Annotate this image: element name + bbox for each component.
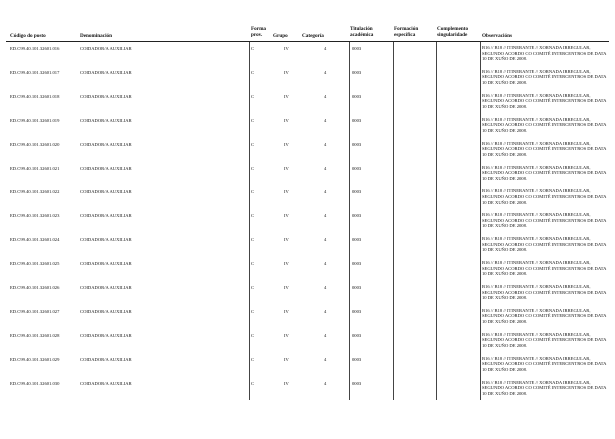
cell-denominacion: COIDADOR/A AUXILIAR — [80, 332, 132, 338]
cell-forma-prov: C — [251, 165, 255, 171]
cell-codigo: ED.C99.40.101.32601.021 — [10, 165, 60, 171]
table-row — [0, 211, 615, 235]
cell-titulacion: 0003 — [352, 285, 362, 290]
header-denominacion: Denominación — [80, 33, 112, 39]
header-observacions: Observacións — [482, 33, 512, 39]
table-row — [0, 44, 615, 68]
table-row — [0, 379, 615, 403]
cell-codigo: ED.C99.40.101.32601.017 — [10, 69, 60, 75]
cell-forma-prov: C — [251, 356, 255, 362]
cell-titulacion: 0003 — [352, 356, 362, 362]
cell-titulacion: 0003 — [352, 261, 362, 267]
cell-titulacion: 0003 — [352, 117, 362, 123]
cell-forma-prov: C — [251, 69, 255, 75]
cell-denominacion: COIDADOR/A AUXILIAR — [80, 380, 132, 386]
cell-observacions: B16 // B18 // ITINERANTE // XORNADA IRREGULAR, SEGUNDO ACORDO CO COMITÉ INTERCENTROS DE DATA 10 DE XUÑO DE 2008. — [482, 355, 607, 372]
cell-titulacion: 0003 — [352, 332, 362, 338]
cell-categoria: 4 — [324, 93, 327, 99]
table-row — [0, 187, 615, 211]
cell-denominacion: COIDADOR/A AUXILIAR — [80, 165, 132, 171]
cell-categoria: 4 — [324, 285, 327, 290]
table-row — [0, 164, 615, 188]
cell-observacions: B16 // B18 // ITINERANTE // XORNADA IRREGULAR, SEGUNDO ACORDO CO COMITÉ INTERCENTROS DE DATA 10 DE XUÑO DE 2008. — [482, 260, 607, 277]
cell-codigo: ED.C99.40.101.32601.016 — [10, 46, 60, 51]
cell-codigo: ED.C99.40.101.32601.026 — [10, 285, 60, 290]
cell-categoria: 4 — [324, 189, 327, 195]
cell-forma-prov: C — [251, 189, 255, 195]
cell-forma-prov: C — [251, 285, 255, 290]
cell-forma-prov: C — [251, 213, 255, 219]
cell-codigo: ED.C99.40.101.32601.023 — [10, 213, 60, 219]
cell-denominacion: COIDADOR/A AUXILIAR — [80, 308, 132, 314]
cell-categoria: 4 — [324, 117, 327, 123]
table-row — [0, 92, 615, 116]
cell-observacions: B16 // B18 // ITINERANTE // XORNADA IRREGULAR, SEGUNDO ACORDO CO COMITÉ INTERCENTROS DE DATA 10 DE XUÑO DE 2008. — [482, 164, 607, 181]
cell-forma-prov: C — [251, 332, 255, 338]
cell-forma-prov: C — [251, 237, 255, 243]
cell-forma-prov: C — [251, 141, 255, 147]
table-row — [0, 355, 615, 379]
table-row — [0, 116, 615, 140]
cell-titulacion: 0003 — [352, 141, 362, 147]
cell-forma-prov: C — [251, 261, 255, 267]
cell-titulacion: 0003 — [352, 93, 362, 99]
cell-denominacion: COIDADOR/A AUXILIAR — [80, 285, 132, 290]
cell-codigo: ED.C99.40.101.32601.028 — [10, 332, 60, 338]
cell-titulacion: 0003 — [352, 213, 362, 219]
cell-codigo: ED.C99.40.101.32601.018 — [10, 93, 60, 99]
cell-observacions: B16 // B18 // ITINERANTE // XORNADA IRREGULAR, SEGUNDO ACORDO CO COMITÉ INTERCENTROS DE DATA 10 DE XUÑO DE 2008. — [482, 45, 607, 62]
cell-grupo: IV — [284, 189, 289, 195]
cell-categoria: 4 — [324, 237, 327, 243]
cell-observacions: B16 // B18 // ITINERANTE // XORNADA IRREGULAR, SEGUNDO ACORDO CO COMITÉ INTERCENTROS DE DATA 10 DE XUÑO DE 2008. — [482, 68, 607, 86]
cell-grupo: IV — [284, 93, 289, 99]
cell-forma-prov: C — [251, 308, 255, 314]
cell-categoria: 4 — [324, 141, 327, 147]
cell-forma-prov: C — [251, 93, 255, 99]
cell-titulacion: 0003 — [352, 308, 362, 314]
cell-denominacion: COIDADOR/A AUXILIAR — [80, 46, 132, 51]
cell-denominacion: COIDADOR/A AUXILIAR — [80, 213, 132, 219]
cell-categoria: 4 — [324, 165, 327, 171]
cell-codigo: ED.C99.40.101.32601.022 — [10, 189, 60, 195]
cell-grupo: IV — [284, 165, 289, 171]
cell-observacions: B16 // B18 // ITINERANTE // XORNADA IRREGULAR, SEGUNDO ACORDO CO COMITÉ INTERCENTROS DE DATA 10 DE XUÑO DE 2008. — [482, 379, 607, 396]
cell-categoria: 4 — [324, 69, 327, 75]
table-row — [0, 283, 615, 307]
cell-grupo: IV — [284, 46, 289, 51]
cell-observacions: B16 // B18 // ITINERANTE // XORNADA IRREGULAR, SEGUNDO ACORDO CO COMITÉ INTERCENTROS DE DATA 10 DE XUÑO DE 2008. — [482, 307, 607, 325]
cell-observacions: B16 // B18 // ITINERANTE // XORNADA IRREGULAR, SEGUNDO ACORDO CO COMITÉ INTERCENTROS DE DATA 10 DE XUÑO DE 2008. — [482, 116, 607, 133]
cell-codigo: ED.C99.40.101.32601.027 — [10, 308, 60, 314]
cell-codigo: ED.C99.40.101.32601.024 — [10, 237, 60, 243]
cell-forma-prov: C — [251, 380, 255, 386]
cell-titulacion: 0003 — [352, 165, 362, 171]
cell-codigo: ED.C99.40.101.32601.030 — [10, 380, 60, 386]
cell-denominacion: COIDADOR/A AUXILIAR — [80, 237, 132, 243]
cell-grupo: IV — [284, 356, 289, 362]
cell-categoria: 4 — [324, 213, 327, 219]
cell-categoria: 4 — [324, 46, 327, 51]
cell-denominacion: COIDADOR/A AUXILIAR — [80, 141, 132, 147]
table-row — [0, 68, 615, 92]
header-grupo: Grupo — [273, 33, 288, 39]
cell-categoria: 4 — [324, 308, 327, 314]
table-row — [0, 259, 615, 283]
cell-titulacion: 0003 — [352, 237, 362, 243]
header-divider — [6, 41, 609, 42]
cell-grupo: IV — [284, 380, 289, 386]
cell-grupo: IV — [284, 213, 289, 219]
cell-observacions: B16 // B18 // ITINERANTE // XORNADA IRREGULAR, SEGUNDO ACORDO CO COMITÉ INTERCENTROS DE DATA 10 DE XUÑO DE 2008. — [482, 92, 607, 109]
cell-denominacion: COIDADOR/A AUXILIAR — [80, 93, 132, 99]
cell-observacions: B16 // B18 // ITINERANTE // XORNADA IRREGULAR, SEGUNDO ACORDO CO COMITÉ INTERCENTROS DE DATA 10 DE XUÑO DE 2008. — [482, 331, 607, 348]
cell-observacions: B16 // B18 // ITINERANTE // XORNADA IRREGULAR, SEGUNDO ACORDO CO COMITÉ INTERCENTROS DE DATA 10 DE XUÑO DE 2008. — [482, 140, 607, 157]
cell-denominacion: COIDADOR/A AUXILIAR — [80, 189, 132, 195]
table-row — [0, 235, 615, 259]
table-row — [0, 307, 615, 331]
table-row — [0, 140, 615, 164]
table-row — [0, 331, 615, 355]
cell-observacions: B16 // B18 // ITINERANTE // XORNADA IRREGULAR, SEGUNDO ACORDO CO COMITÉ INTERCENTROS DE DATA 10 DE XUÑO DE 2008. — [482, 284, 607, 301]
cell-titulacion: 0003 — [352, 69, 362, 75]
cell-codigo: ED.C99.40.101.32601.029 — [10, 356, 60, 362]
cell-denominacion: COIDADOR/A AUXILIAR — [80, 69, 132, 75]
cell-titulacion: 0003 — [352, 380, 362, 386]
cell-observacions: B16 // B18 // ITINERANTE // XORNADA IRREGULAR, SEGUNDO ACORDO CO COMITÉ INTERCENTROS DE DATA 10 DE XUÑO DE 2008. — [482, 236, 607, 253]
header-formacion-especifica: Formación específica — [394, 26, 419, 38]
cell-forma-prov: C — [251, 46, 255, 51]
cell-grupo: IV — [284, 237, 289, 243]
header-categoria: Categoría — [302, 33, 324, 39]
cell-grupo: IV — [284, 117, 289, 123]
cell-categoria: 4 — [324, 356, 327, 362]
cell-grupo: IV — [284, 285, 289, 290]
cell-grupo: IV — [284, 261, 289, 267]
header-complemento-singularidade: Complemento singularidade — [437, 26, 469, 38]
cell-titulacion: 0003 — [352, 46, 362, 51]
cell-observacions: B16 // B18 // ITINERANTE // XORNADA IRREGULAR, SEGUNDO ACORDO CO COMITÉ INTERCENTROS DE DATA 10 DE XUÑO DE 2008. — [482, 188, 607, 205]
cell-codigo: ED.C99.40.101.32601.025 — [10, 261, 60, 267]
cell-grupo: IV — [284, 332, 289, 338]
cell-denominacion: COIDADOR/A AUXILIAR — [80, 117, 132, 123]
header-titulacion-academica: Titulación académica — [350, 26, 374, 38]
cell-categoria: 4 — [324, 261, 327, 267]
cell-denominacion: COIDADOR/A AUXILIAR — [80, 261, 132, 267]
cell-grupo: IV — [284, 308, 289, 314]
header-forma-prov: Forma prov. — [251, 26, 266, 38]
cell-observacions: B16 // B18 // ITINERANTE // XORNADA IRREGULAR, SEGUNDO ACORDO CO COMITÉ INTERCENTROS DE DATA 10 DE XUÑO DE 2008. — [482, 212, 607, 229]
header-codigo-do-posto: Código do posto — [10, 33, 46, 39]
cell-categoria: 4 — [324, 380, 327, 386]
cell-titulacion: 0003 — [352, 189, 362, 195]
cell-codigo: ED.C99.40.101.32601.020 — [10, 141, 60, 147]
cell-grupo: IV — [284, 141, 289, 147]
cell-grupo: IV — [284, 69, 289, 75]
cell-denominacion: COIDADOR/A AUXILIAR — [80, 356, 132, 362]
cell-codigo: ED.C99.40.101.32601.019 — [10, 117, 60, 123]
cell-categoria: 4 — [324, 332, 327, 338]
cell-forma-prov: C — [251, 117, 255, 123]
